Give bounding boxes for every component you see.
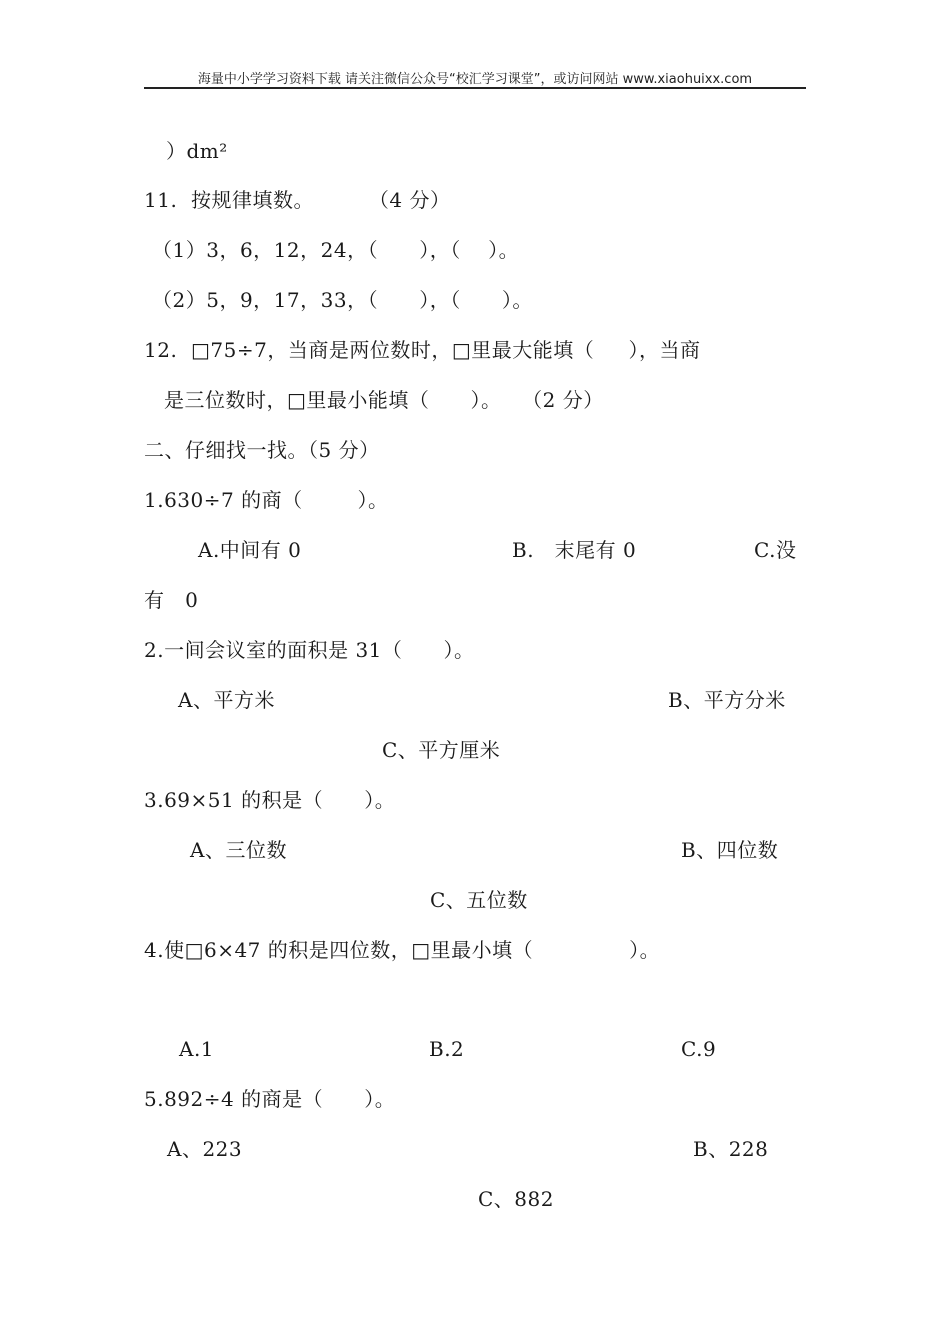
mc4-option-c: C.9 xyxy=(681,1037,717,1061)
mc5-option-a: A、223 xyxy=(167,1137,243,1161)
mc2-option-a: A、平方米 xyxy=(178,688,275,712)
mc2-option-c: C、平方厘米 xyxy=(382,738,501,762)
mc3-option-a: A、三位数 xyxy=(190,838,287,862)
mc-question-3: 3.69×51 的积是（ ）。 xyxy=(144,788,396,812)
mc1-option-b: B. 末尾有 0 xyxy=(512,538,637,562)
mc1-option-c: C.没 xyxy=(754,538,797,562)
mc3-option-b: B、四位数 xyxy=(681,838,779,862)
mc4-option-a: A.1 xyxy=(179,1037,215,1061)
question-12-line-1: 12. □75÷7，当商是两位数时，□里最大能填（ ），当商 xyxy=(144,338,701,362)
mc1-option-c-continued: 有 0 xyxy=(144,588,199,612)
question-11-title: 11. 按规律填数。 （4 分） xyxy=(144,188,451,212)
mc5-option-b: B、228 xyxy=(693,1137,769,1161)
section-2-heading: 二、仔细找一找。（5 分） xyxy=(144,438,380,462)
question-11-part-1: （1）3，6，12，24，（ ），（ ）。 xyxy=(152,238,520,262)
question-11-part-2: （2）5，9，17，33，（ ），（ ）。 xyxy=(152,288,533,312)
answer-line-dm2: ）dm² xyxy=(166,139,228,163)
page-header: 海量中小学学习资料下载 请关注微信公众号“校汇学习课堂”，或访问网站 www.xiaohuixx.com xyxy=(197,72,753,87)
question-12-line-2: 是三位数时，□里最小能填（ ）。 （2 分） xyxy=(164,388,604,412)
mc2-option-b: B、平方分米 xyxy=(668,688,786,712)
mc4-option-b: B.2 xyxy=(429,1037,465,1061)
mc5-option-c: C、882 xyxy=(478,1187,554,1211)
mc-question-1: 1.630÷7 的商（ ）。 xyxy=(144,488,389,512)
mc-question-2: 2.一间会议室的面积是 31（ ）。 xyxy=(144,638,475,662)
mc1-option-a: A.中间有 0 xyxy=(198,538,302,562)
header-divider xyxy=(144,87,806,89)
mc-question-5: 5.892÷4 的商是（ ）。 xyxy=(144,1087,396,1111)
mc-question-4: 4.使□6×47 的积是四位数，□里最小填（ ）。 xyxy=(144,938,661,962)
mc3-option-c: C、五位数 xyxy=(430,888,528,912)
